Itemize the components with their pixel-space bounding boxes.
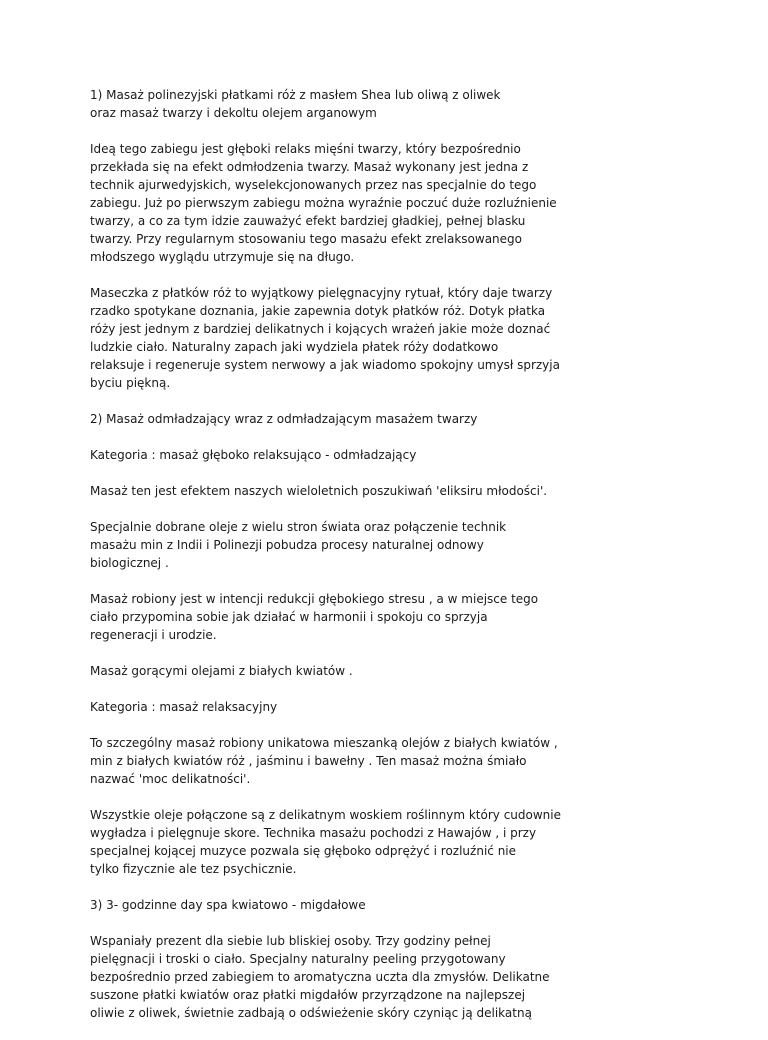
text-line: 2) Masaż odmładzający wraz z odmładzającym masażem twarzy (90, 412, 478, 426)
text-line: Masaż robiony jest w intencji redukcji głębokiego stresu , a w miejsce tego (90, 592, 539, 606)
text-line: ludzkie ciało. Naturalny zapach jaki wydziela płatek róży dodatkowo (90, 340, 499, 354)
text-line: oliwie z oliwek, świetnie zadbają o odświeżenie skóry czyniąc ją delikatną (90, 1006, 532, 1020)
text-line: młodszego wyglądu utrzymuje się na długo. (90, 250, 355, 264)
paragraph (90, 932, 690, 1022)
text-line: Masaż ten jest efektem naszych wieloletnich poszukiwań 'eliksiru młodości'. (90, 484, 548, 498)
text-line: specjalnej kojącej muzyce pozwala się głęboko odprężyć i rozluźnić nie (90, 844, 517, 858)
text-line: róży jest jednym z bardziej delikatnych i kojących wrażeń jakie może doznać (90, 322, 551, 336)
text-line: Maseczka z płatków róż to wyjątkowy pielęgnacyjny rytuał, który daje twarzy (90, 286, 553, 300)
text-line: bezpośrednio przed zabiegiem to aromatyczna uczta dla zmysłów. Delikatne (90, 970, 550, 984)
text-line: byciu piękną. (90, 376, 171, 390)
text-line: Kategoria : masaż głęboko relaksująco - odmładzający (90, 448, 417, 462)
paragraph (90, 410, 690, 428)
text-line: min z białych kwiatów róż , jaśminu i bawełny . Ten masaż można śmiało (90, 754, 527, 768)
text-line: wygładza i pielęgnuje skore. Technika masażu pochodzi z Hawajów , i przy (90, 826, 537, 840)
text-line: biologicznej . (90, 556, 169, 570)
text-line: suszone płatki kwiatów oraz płatki migdałów przyrządzone na najlepszej (90, 988, 526, 1002)
text-line: oraz masaż twarzy i dekoltu olejem arganowym (90, 106, 377, 120)
document-body (90, 86, 690, 1040)
text-line: Wspaniały prezent dla siebie lub bliskiej osoby. Trzy godziny pełnej (90, 934, 491, 948)
text-line: To szczególny masaż robiony unikatowa mieszanką olejów z białych kwiatów , (90, 736, 558, 750)
text-line: przekłada się na efekt odmłodzenia twarzy. Masaż wykonany jest jedna z (90, 160, 529, 174)
paragraph (90, 662, 690, 680)
text-line: masażu min z Indii i Polinezji pobudza procesy naturalnej odnowy (90, 538, 484, 552)
text-line: tylko fizycznie ale tez psychicznie. (90, 862, 297, 876)
text-line: 3) 3- godzinne day spa kwiatowo - migdałowe (90, 898, 366, 912)
text-line: nazwać 'moc delikatności'. (90, 772, 251, 786)
text-line: 1) Masaż polinezyjski płatkami róż z masłem Shea lub oliwą z oliwek (90, 88, 501, 102)
text-line: Specjalnie dobrane oleje z wielu stron świata oraz połączenie technik (90, 520, 507, 534)
paragraph (90, 446, 690, 464)
text-line: regeneracji i urodzie. (90, 628, 217, 642)
text-line: zabiegu. Już po pierwszym zabiegu można wyraźnie poczuć duże rozluźnienie (90, 196, 557, 210)
paragraph (90, 698, 690, 716)
text-line: Ideą tego zabiegu jest głęboki relaks mięśni twarzy, który bezpośrednio (90, 142, 521, 156)
paragraph (90, 590, 690, 644)
paragraph (90, 896, 690, 914)
paragraph (90, 86, 690, 122)
paragraph (90, 284, 690, 392)
text-line: Masaż gorącymi olejami z białych kwiatów . (90, 664, 353, 678)
paragraph (90, 806, 690, 878)
text-line: twarzy. Przy regularnym stosowaniu tego masażu efekt zrelaksowanego (90, 232, 522, 246)
text-line: relaksuje i regeneruje system nerwowy a jak wiadomo spokojny umysł sprzyja (90, 358, 560, 372)
text-line: ciało przypomina sobie jak działać w harmonii i spokoju co sprzyja (90, 610, 488, 624)
text-line: rzadko spotykane doznania, jakie zapewnia dotyk płatków róż. Dotyk płatka (90, 304, 546, 318)
paragraph (90, 482, 690, 500)
text-line: twarzy, a co za tym idzie zauważyć efekt bardziej gładkiej, pełnej blasku (90, 214, 526, 228)
text-line: Wszystkie oleje połączone są z delikatnym woskiem roślinnym który cudownie (90, 808, 561, 822)
text-line: Kategoria : masaż relaksacyjny (90, 700, 278, 714)
text-line: pielęgnacji i troski o ciało. Specjalny naturalny peeling przygotowany (90, 952, 506, 966)
text-line: technik ajurwedyjskich, wyselekcjonowanych przez nas specjalnie do tego (90, 178, 537, 192)
paragraph (90, 518, 690, 572)
paragraph (90, 734, 690, 788)
paragraph (90, 140, 690, 266)
